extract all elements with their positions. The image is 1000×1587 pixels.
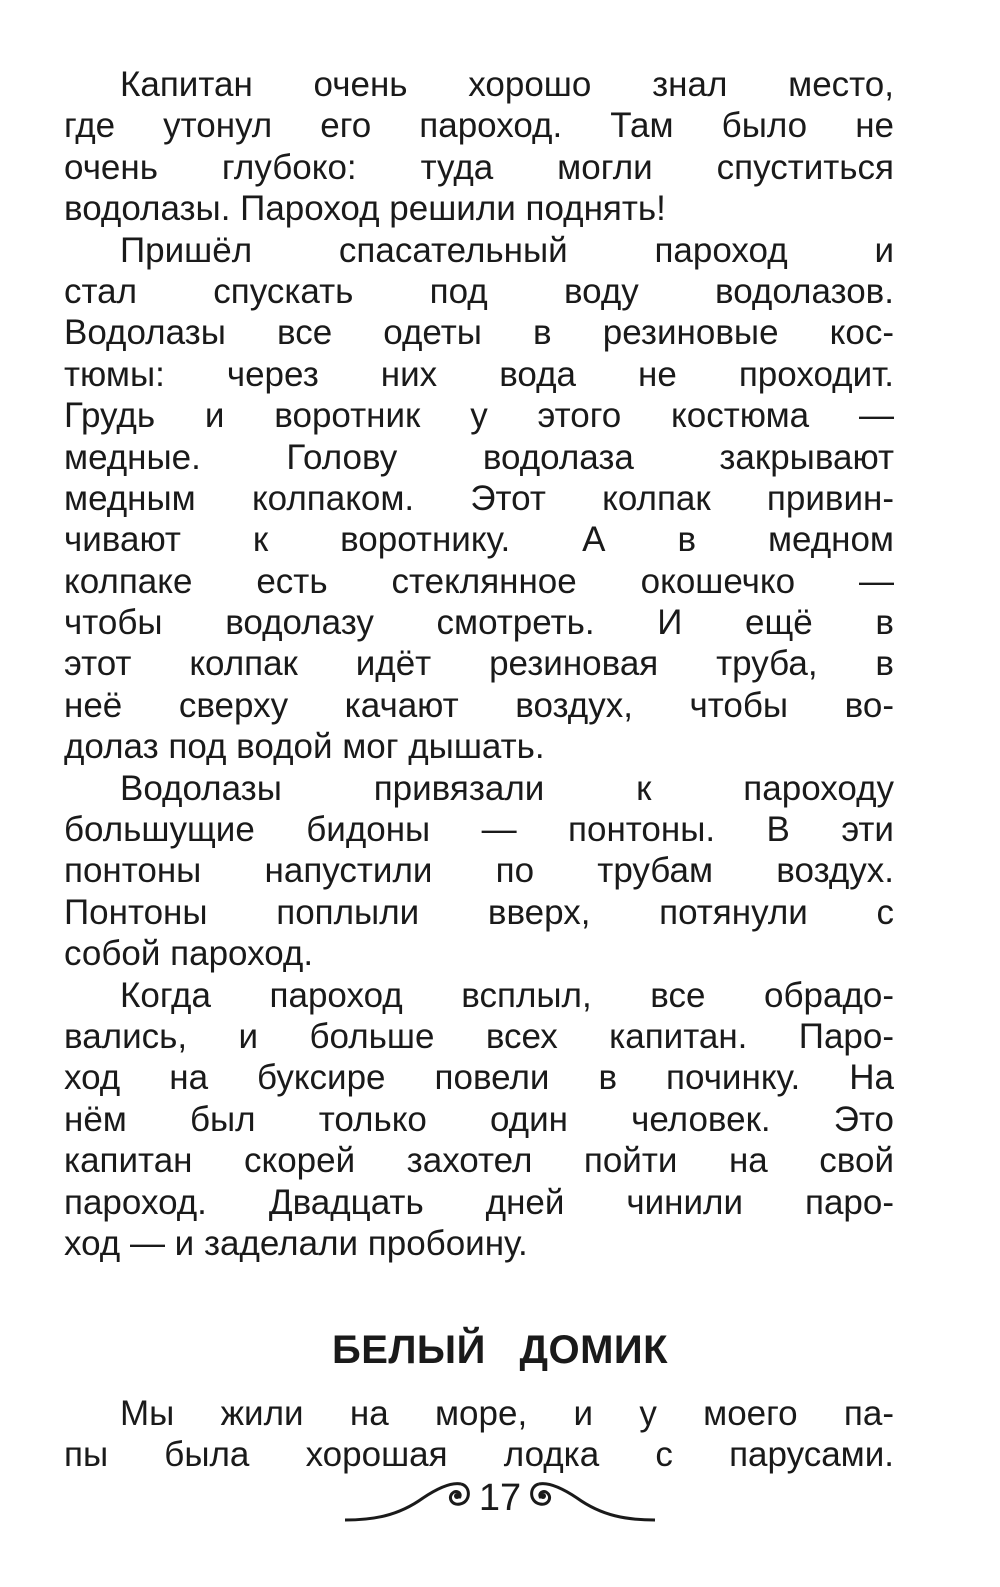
text-line: вались, и больше всех капитан. Паро- — [64, 1016, 894, 1056]
text-line: колпаке есть стеклянное окошечко — — [64, 561, 894, 601]
text-line: Водолазы привязали к пароходу — [120, 768, 894, 808]
text-line: водолазы. Пароход решили поднять! — [64, 189, 666, 229]
text-line: капитан скорей захотел пойти на свой — [64, 1141, 894, 1181]
text-line: очень глубоко: туда могли спуститься — [64, 147, 894, 187]
text-line: Капитан очень хорошо знал место, — [120, 65, 894, 104]
text-line: Понтоны поплыли вверх, потянули с — [64, 892, 894, 932]
text-line: неё сверху качают воздух, чтобы во- — [64, 685, 894, 725]
text-line: долаз под водой мог дышать. — [64, 727, 545, 767]
text-line: ход на буксире повели в починку. На — [64, 1058, 894, 1098]
text-line: чтобы водолазу смотреть. И ещё в — [64, 603, 894, 643]
text-line: медным колпаком. Этот колпак привин- — [64, 478, 894, 518]
page-footer — [0, 1458, 1000, 1538]
text-line: собой пароход. — [64, 934, 314, 974]
story-text — [64, 64, 894, 1264]
text-line: этот колпак идёт резиновая труба, в — [64, 644, 894, 684]
text-line: ход — и заделали пробоину. — [64, 1223, 528, 1263]
text-line: Мы жили на море, и у моего па- — [120, 1394, 894, 1433]
text-line: пароход. Двадцать дней чинили паро- — [64, 1182, 894, 1222]
text-line: большущие бидоны — понтоны. В эти — [64, 810, 894, 850]
text-line: тюмы: через них вода не проходит. — [64, 354, 894, 394]
text-line: Когда пароход всплыл, все обрадо- — [120, 975, 894, 1015]
left-ornament-icon — [343, 1468, 473, 1528]
text-line: чивают к воротнику. А в медном — [64, 520, 894, 560]
text-line: нём был только один человек. Это — [64, 1099, 894, 1139]
text-line: где утонул его пароход. Там было не — [64, 106, 894, 146]
text-line: понтоны напустили по трубам воздух. — [64, 851, 894, 891]
text-line: медные. Голову водолаза закрывают — [64, 437, 894, 477]
text-line: пы была хорошая лодка с парусами. — [64, 1435, 894, 1475]
right-ornament-icon — [527, 1468, 657, 1528]
text-line: Пришёл спасательный пароход и — [120, 230, 894, 270]
text-line: Грудь и воротник у этого костюма — — [64, 396, 894, 436]
text-line: стал спускать под воду водолазов. — [64, 271, 894, 311]
page-number: 17 — [478, 1477, 522, 1519]
text-line: Водолазы все одеты в резиновые кос- — [64, 313, 894, 353]
chapter-heading: БЕЛЫЙ ДОМИК — [331, 1328, 669, 1372]
